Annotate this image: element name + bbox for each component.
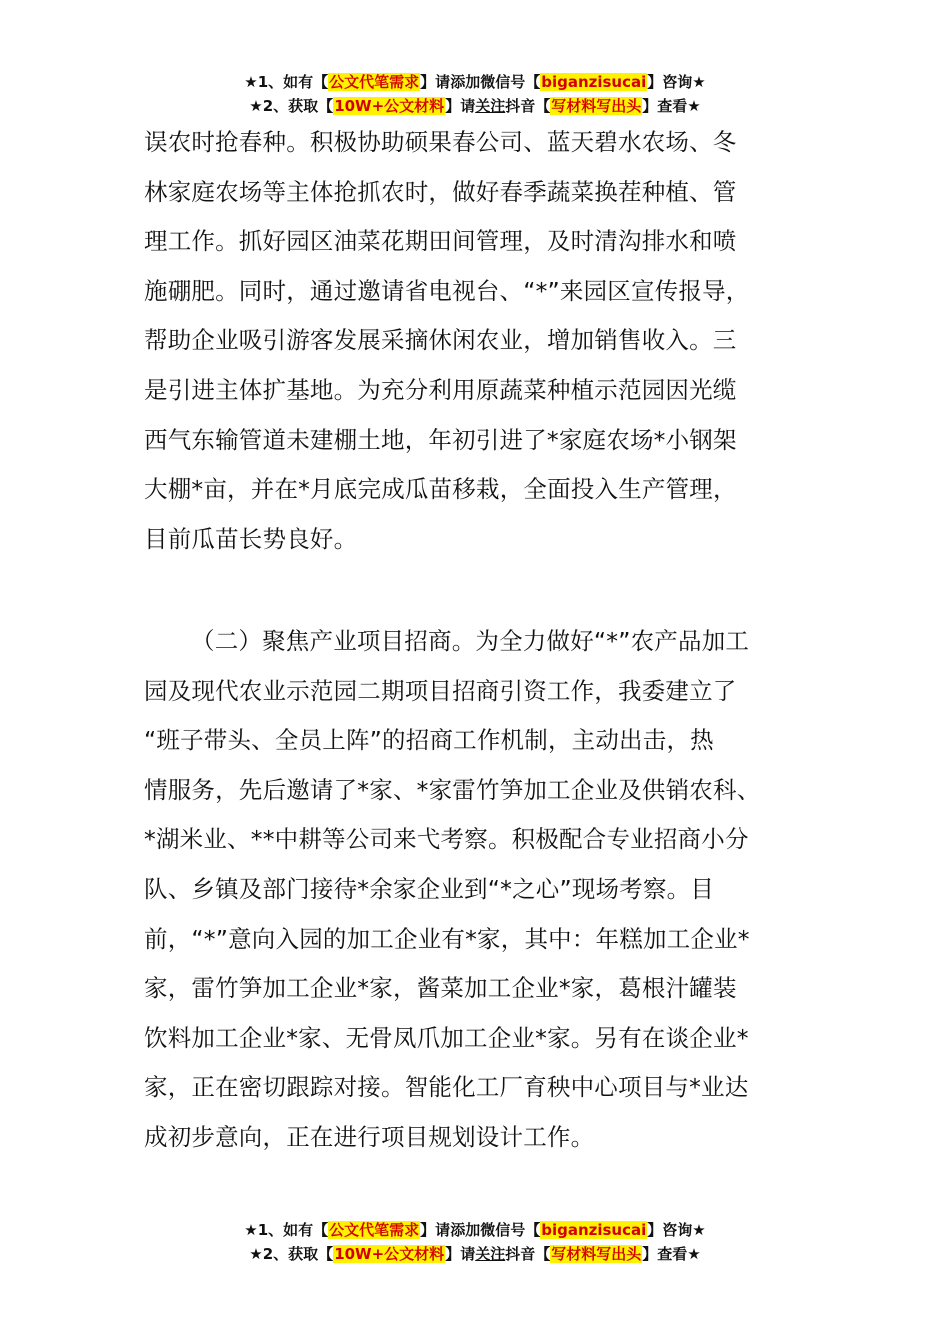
paragraph-spring-planting [144,118,812,564]
text-line: 施硼肥。同时，通过邀请省电视台、“*”来园区宣传报导， [144,276,750,305]
promo-banner-bottom [0,1218,950,1266]
text-line: 家，雷竹笋加工企业*家，酱菜加工企业*家，葛根汁罐装 [144,974,737,1003]
highlight-materials: 10W+公文材料 [334,97,445,115]
paragraph-investment-attraction [144,617,812,1163]
text-line: （二）聚焦产业项目招商。为全力做好“*”农产品加工 [191,627,750,655]
text-line: 是引进主体扩基地。为充分利用原蔬菜种植示范园因光缆 [144,375,737,404]
text-line: 目前瓜苗长势良好。 [144,524,358,553]
promo-line-2: ★2、获取【10W+公文材料】请关注抖音【写材料写出头】查看★ [249,97,701,115]
text-line: 饮料加工企业*家、无骨凤爪加工企业*家。另有在谈企业* [144,1023,749,1052]
text-line: 情服务，先后邀请了*家、*家雷竹笋加工企业及供销农科、 [144,775,761,804]
promo-line-2: ★2、获取【10W+公文材料】请关注抖音【写材料写出头】查看★ [249,1245,701,1263]
text-line: 理工作。抓好园区油菜花期田间管理，及时清沟排水和喷 [144,227,737,256]
promo-line-1: ★1、如有【公文代笔需求】请添加微信号【biganzisucai】咨询★ [244,1221,706,1239]
text-line: 前，“*”意向入园的加工企业有*家，其中：年糕加工企业* [144,924,750,953]
text-line: *湖米业、**中耕等公司来弋考察。积极配合专业招商小分 [144,825,749,854]
text-line: 成初步意向，正在进行项目规划设计工作。 [144,1122,595,1151]
text-line: “班子带头、全员上阵”的招商工作机制，主动出击，热 [144,726,714,755]
text-line: 队、乡镇及部门接待*余家企业到“*之心”现场考察。目 [144,874,715,903]
text-line: 帮助企业吸引游客发展采摘休闲农业，增加销售收入。三 [144,326,737,355]
promo-banner-top [0,70,950,118]
promo-line-1: ★1、如有【公文代笔需求】请添加微信号【biganzisucai】咨询★ [244,73,706,91]
text-line: 大棚*亩，并在*月底完成瓜苗移栽，全面投入生产管理， [144,475,737,504]
text-line: 误农时抢春种。积极协助硕果春公司、蓝天碧水农场、冬 [144,128,737,156]
text-line: 西气东输管道未建棚土地，年初引进了*家庭农场*小钢架 [144,425,737,454]
highlight-ghostwriting: 公文代笔需求 [329,73,420,91]
text-line: 家，正在密切跟踪对接。智能化工厂育秧中心项目与*业达 [144,1073,749,1102]
highlight-ghostwriting: 公文代笔需求 [329,1221,420,1239]
text-line: 园及现代农业示范园二期项目招商引资工作，我委建立了 [144,676,737,705]
highlight-douyin-account: 写材料写出头 [551,1245,642,1263]
highlight-wechat-id: biganzisucai [541,1221,647,1239]
highlight-douyin-account: 写材料写出头 [551,97,642,115]
text-line: 林家庭农场等主体抢抓农时，做好春季蔬菜换茬种植、管 [144,177,737,206]
highlight-wechat-id: biganzisucai [541,73,647,91]
highlight-materials: 10W+公文材料 [334,1245,445,1263]
